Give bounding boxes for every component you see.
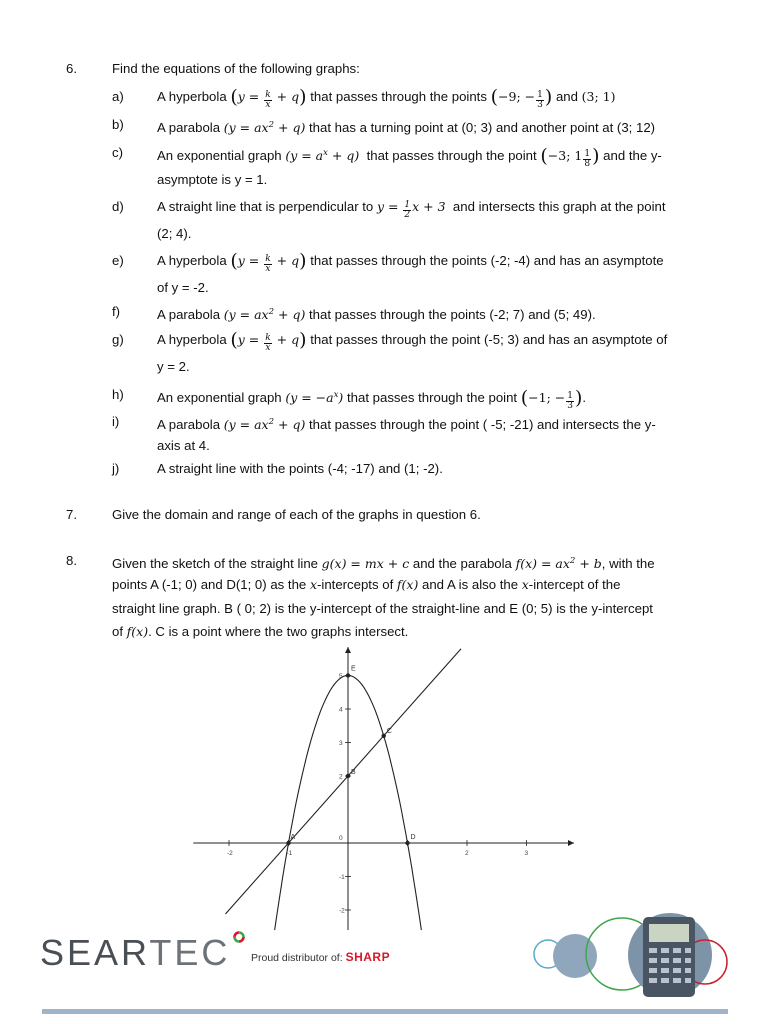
q7-text: Give the domain and range of each of the graphs in question 6. — [112, 507, 481, 522]
x-tick-label: 2 — [465, 850, 469, 857]
y-axis-arrow — [345, 647, 351, 653]
item-text: An exponential graph $(y = -a^x)$ that passes through the point (−1; − $\frac{1}{3}$ ). — [157, 387, 587, 412]
y-tick-label: 4 — [339, 706, 343, 714]
q7-number: 7. — [66, 507, 77, 522]
point-A — [286, 841, 290, 845]
item-label: c) — [112, 145, 123, 160]
seartec-logo: SEARTEC — [40, 932, 230, 974]
item-text: A parabola $(y = ax^2 + q)$ that passes through the point ( -5; -21) and intersects the y- — [157, 417, 656, 433]
point-label-D: D — [410, 834, 416, 841]
q6-prompt: Find the equations of the following graphs: — [112, 61, 360, 76]
x-tick-label: 3 — [524, 850, 529, 857]
footer-bar — [42, 1009, 728, 1014]
y-tick-label: 5 — [339, 673, 343, 680]
point-label-B: B — [351, 769, 356, 776]
item-label: h) — [112, 387, 124, 402]
q8-sketch-graph — [190, 645, 580, 930]
item-label: g) — [112, 332, 124, 347]
point-label-A: A — [290, 834, 296, 841]
y-tick-label: 2 — [339, 773, 343, 781]
item-text: A hyperbola (y = $\frac{k}{x}$ + q) that passes through the points (-2; -4) and has an asymptote — [157, 250, 664, 274]
item-label: b) — [112, 117, 124, 132]
point-B — [346, 774, 350, 778]
item-label: j) — [112, 461, 120, 476]
point-E — [346, 673, 350, 677]
point-C — [382, 734, 386, 738]
calculator-rings-graphic — [530, 912, 730, 1004]
x-axis-arrow — [568, 840, 574, 846]
item-text: An exponential graph $(y = a^x + q)$ that passes through the point (−3; 1 $\frac{1}{8}$ ) and the y- — [157, 145, 662, 170]
y-tick-label: 0 — [339, 835, 343, 842]
item-text: A straight line with the points (-4; -17) and (1; -2). — [157, 461, 443, 476]
point-D — [405, 841, 409, 845]
q6-number: 6. — [66, 61, 77, 76]
item-text: A hyperbola (y = $\frac{k}{x}$ + q) that passes through the points (−9; − $\frac{1}{3}$ ) and (3; 1) — [157, 86, 616, 110]
item-text: A parabola $(y = ax^2 + q)$ that has a turning point at (0; 3) and another point at (3; 12) — [157, 120, 656, 136]
item-text: A parabola $(y = ax^2 + q)$ that passes through the points (-2; 7) and (5; 49). — [157, 307, 596, 323]
logo-ring-icon — [232, 930, 246, 944]
item-label: a) — [112, 89, 124, 104]
q8-number: 8. — [66, 553, 77, 568]
y-tick-label: 3 — [339, 740, 343, 747]
worksheet-page: 6. Find the equations of the following graphs: a) A hyperbola (y = $\frac{k}{x}$ + q) that passes through the points (−9; − $\frac{1}{3}$ ) and (3; 1) b) A parabola $(y = ax^2 + q)$ that has a turning point at (0; 3) and another point at (3; 12) c) An exponential graph $(y = a^x + q)$ that passes through the point (−3; 1 $\frac{1}{8}$ ) and the y- asymptote is y = 1. d) A straight line that is perpendicular to y = $\frac{1}{2}$ x + 3 and intersects this graph at the point (2; 4). e) A hyperbola (y = $\frac{k}{x}$ + q) that passes through the points (-2; -4) and has an asymptote of y = -2. f) A parabola $(y = ax^2 + q)$ that passes through the points (-2; 7) and (5; 49). g) A hyperbola (y = $\frac{k}{x}$ + q) that passes through the point (-5; 3) and has an asymptote of y = 2. h) An exponential graph $(y = -a^x)$ that passes through the point (−1; − $\frac{1}{3}$ ). i) A parabola $(y = ax^2 + q)$ that passes through the point ( -5; -21) and intersects the y- axis at 4. j) A straight line with the points (-4; -17) and (1; -2). 7. Give the domain and range of each of the graphs in question 6. 8. Given the sketch of the straight line g(x) = mx + c and the parabola $f(x) = ax^2 + b$, with the points A (-1; 0) and D(1; 0) as the x-intercepts of f(x) and A is also the x-intercept of the straight line graph. B ( 0; 2) is the y-intercept of the straight-line and E (0; 5) is the y-intercept of f(x). C is a point where the two graphs intersect. -2 -1 2 3 5 4 3 2 0 -1 -2 A B C D E SEARTEC Proud distributor of: SHARP — [0, 0, 768, 1024]
item-label: d) — [112, 199, 124, 214]
item-label: i) — [112, 414, 120, 429]
item-text: A straight line that is perpendicular to y = $\frac{1}{2}$ x + 3 and intersects this graph at the point — [157, 199, 666, 220]
x-tick-label: -1 — [286, 850, 293, 857]
point-label-E: E — [351, 665, 356, 673]
y-tick-label: -2 — [339, 907, 345, 915]
y-tick-label: -1 — [339, 874, 345, 881]
x-tick-label: -2 — [227, 850, 233, 857]
sharp-brand: SHARP — [345, 950, 391, 964]
item-label: e) — [112, 253, 124, 268]
item-text: A hyperbola (y = $\frac{k}{x}$ + q) that passes through the point (-5; 3) and has an asymptote of — [157, 329, 668, 353]
point-label-C: C — [386, 727, 392, 735]
item-label: f) — [112, 304, 121, 319]
distributor-tagline: Proud distributor of: SHARP — [251, 950, 391, 964]
